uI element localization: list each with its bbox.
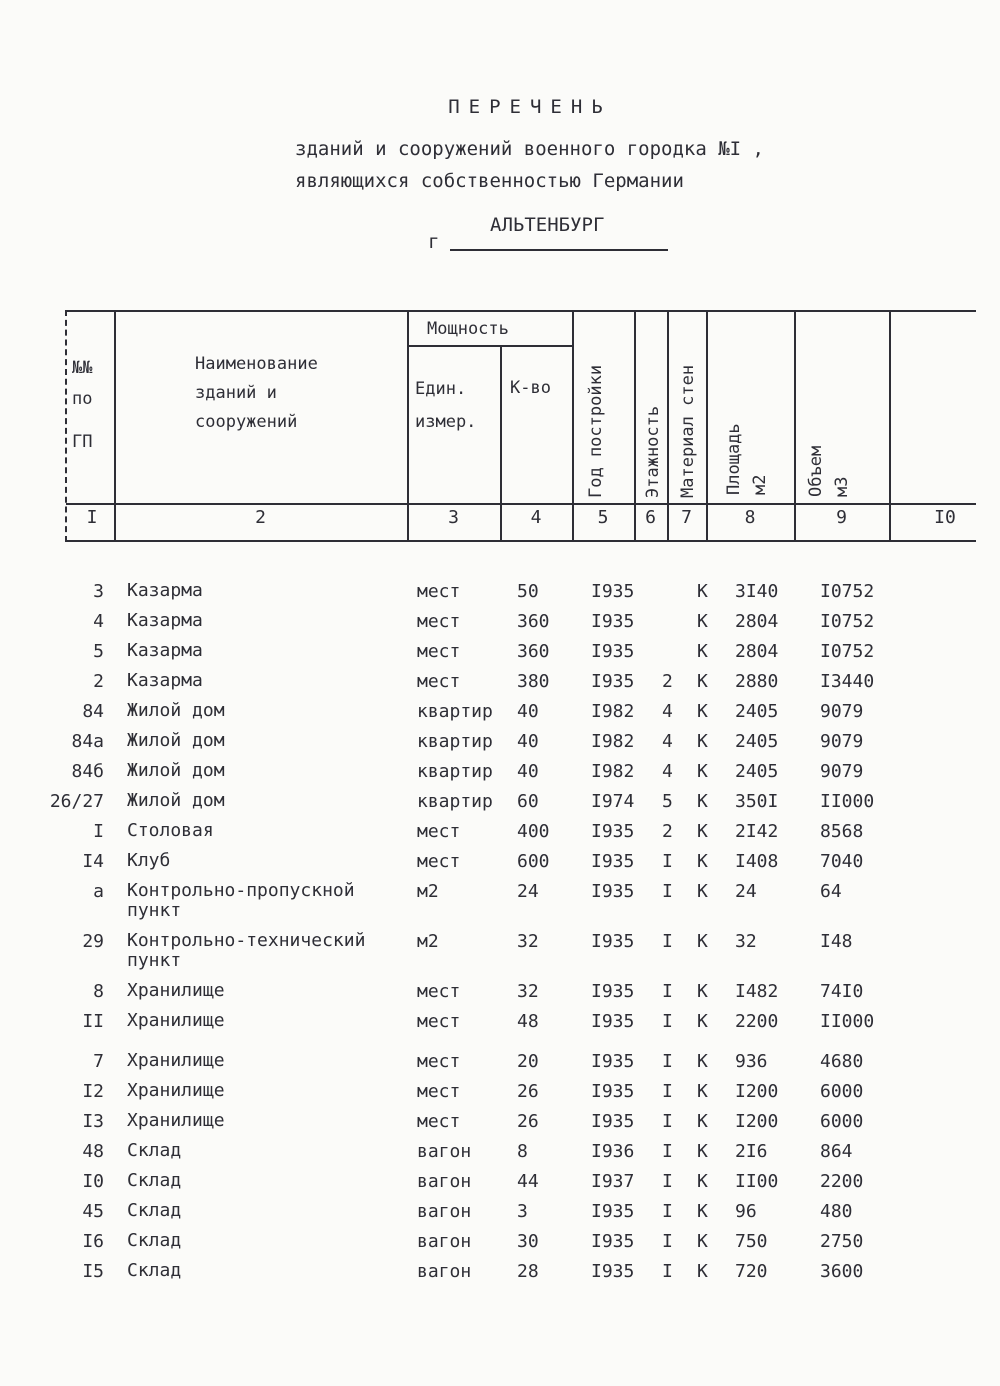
cell-floors: I bbox=[662, 1081, 673, 1102]
cell-material: К bbox=[697, 981, 708, 1002]
cell-year: I935 bbox=[591, 1261, 635, 1282]
cell-year: I936 bbox=[591, 1141, 635, 1162]
cell-area: 3I40 bbox=[735, 581, 779, 602]
cell-year: I937 bbox=[591, 1171, 635, 1192]
cell-floors: I bbox=[662, 851, 673, 872]
table-row bbox=[0, 818, 1000, 848]
cell-num: 5 bbox=[93, 641, 104, 662]
cell-qty: 380 bbox=[517, 671, 550, 692]
cell-volume: II000 bbox=[820, 1011, 875, 1032]
cell-qty: 26 bbox=[517, 1111, 539, 1132]
cell-name: Склад bbox=[127, 1170, 182, 1191]
cell-volume: 480 bbox=[820, 1201, 853, 1222]
table-row bbox=[0, 1108, 1000, 1138]
table-row bbox=[0, 1168, 1000, 1198]
cell-year: I935 bbox=[591, 671, 635, 692]
cell-unit: мест bbox=[417, 581, 461, 602]
cell-volume: 6000 bbox=[820, 1111, 864, 1132]
cell-name-line2: пункт bbox=[127, 950, 182, 971]
cell-unit: мест bbox=[417, 1081, 461, 1102]
cell-num: II bbox=[82, 1011, 104, 1032]
table-row bbox=[0, 788, 1000, 818]
cell-year: I935 bbox=[591, 881, 635, 902]
document-subtitle-line1: зданий и сооружений военного городка №I , bbox=[295, 138, 764, 160]
cell-material: К bbox=[697, 821, 708, 842]
cell-qty: 44 bbox=[517, 1171, 539, 1192]
cell-floors: I bbox=[662, 1111, 673, 1132]
cell-name: Жилой дом bbox=[127, 790, 225, 811]
cell-qty: 26 bbox=[517, 1081, 539, 1102]
cell-material: К bbox=[697, 671, 708, 692]
cell-year: I982 bbox=[591, 731, 635, 752]
cell-year: I935 bbox=[591, 1231, 635, 1252]
table-row bbox=[0, 668, 1000, 698]
cell-name: Склад bbox=[127, 1200, 182, 1221]
header-year: Год постройки bbox=[586, 364, 606, 498]
table-row bbox=[0, 1258, 1000, 1288]
cell-year: I935 bbox=[591, 1201, 635, 1222]
cell-year: I935 bbox=[591, 931, 635, 952]
cell-material: К bbox=[697, 701, 708, 722]
cell-qty: 600 bbox=[517, 851, 550, 872]
cell-floors: 4 bbox=[662, 731, 673, 752]
cell-name bbox=[127, 931, 365, 971]
cell-qty: 24 bbox=[517, 881, 539, 902]
cell-volume: I48 bbox=[820, 931, 853, 952]
cell-year: I935 bbox=[591, 581, 635, 602]
header-unit: Един. измер. bbox=[415, 379, 477, 432]
cell-volume: 9079 bbox=[820, 731, 864, 752]
table-row bbox=[0, 978, 1000, 1008]
header-material: Материал стен bbox=[678, 364, 698, 498]
cell-name: Казарма bbox=[127, 580, 203, 601]
cell-qty: 28 bbox=[517, 1261, 539, 1282]
cell-material: К bbox=[697, 881, 708, 902]
cell-unit: мест bbox=[417, 641, 461, 662]
cell-volume: 6000 bbox=[820, 1081, 864, 1102]
cell-name: Склад bbox=[127, 1260, 182, 1281]
cell-volume: 2200 bbox=[820, 1171, 864, 1192]
cell-volume: I3440 bbox=[820, 671, 875, 692]
cell-qty: 32 bbox=[517, 931, 539, 952]
cell-material: К bbox=[697, 581, 708, 602]
col-number-1: I bbox=[86, 507, 98, 528]
cell-area: 750 bbox=[735, 1231, 768, 1252]
col-number-8: 8 bbox=[744, 507, 756, 528]
cell-volume: 74I0 bbox=[820, 981, 864, 1002]
cell-name bbox=[127, 881, 355, 921]
city-name: АЛЬТЕНБУРГ bbox=[490, 214, 605, 236]
table-row bbox=[0, 1048, 1000, 1078]
cell-num: 8 bbox=[93, 981, 104, 1002]
cell-area: 2804 bbox=[735, 641, 779, 662]
cell-name: Жилой дом bbox=[127, 730, 225, 751]
cell-name: Хранилище bbox=[127, 1080, 225, 1101]
cell-area: 24 bbox=[735, 881, 757, 902]
cell-num: а bbox=[93, 881, 104, 902]
cell-year: I935 bbox=[591, 1051, 635, 1072]
header-volume: Объем м3 bbox=[806, 445, 852, 497]
cell-num: I3 bbox=[82, 1111, 104, 1132]
city-underline bbox=[450, 249, 668, 251]
cell-floors: 4 bbox=[662, 761, 673, 782]
table-row bbox=[0, 1228, 1000, 1258]
cell-name: Жилой дом bbox=[127, 700, 225, 721]
col-number-6: 6 bbox=[645, 507, 656, 528]
cell-num: 2 bbox=[93, 671, 104, 692]
cell-volume: 8568 bbox=[820, 821, 864, 842]
cell-qty: 360 bbox=[517, 611, 550, 632]
cell-year: I935 bbox=[591, 641, 635, 662]
table-row bbox=[0, 928, 1000, 971]
cell-name: Клуб bbox=[127, 850, 171, 871]
cell-name: Хранилище bbox=[127, 980, 225, 1001]
cell-num: 84б bbox=[71, 761, 104, 782]
cell-unit: вагон bbox=[417, 1201, 472, 1222]
cell-qty: 40 bbox=[517, 761, 539, 782]
cell-floors: I bbox=[662, 1141, 673, 1162]
cell-volume: 7040 bbox=[820, 851, 864, 872]
cell-year: I935 bbox=[591, 1081, 635, 1102]
cell-qty: 40 bbox=[517, 701, 539, 722]
cell-material: К bbox=[697, 1011, 708, 1032]
cell-unit: квартир bbox=[417, 791, 493, 812]
cell-qty: 50 bbox=[517, 581, 539, 602]
cell-num: 84а bbox=[71, 731, 104, 752]
header-floors: Этажность bbox=[643, 405, 663, 498]
cell-year: I982 bbox=[591, 761, 635, 782]
cell-volume: 9079 bbox=[820, 701, 864, 722]
cell-unit: мест bbox=[417, 851, 461, 872]
cell-qty: 40 bbox=[517, 731, 539, 752]
table-row bbox=[0, 1078, 1000, 1108]
cell-unit: вагон bbox=[417, 1261, 472, 1282]
cell-unit: вагон bbox=[417, 1231, 472, 1252]
cell-qty: 360 bbox=[517, 641, 550, 662]
cell-floors: 2 bbox=[662, 671, 673, 692]
cell-unit: мест bbox=[417, 981, 461, 1002]
cell-name: Столовая bbox=[127, 820, 214, 841]
cell-unit: вагон bbox=[417, 1141, 472, 1162]
cell-area: 2I6 bbox=[735, 1141, 768, 1162]
cell-area: II00 bbox=[735, 1171, 779, 1192]
cell-qty: 30 bbox=[517, 1231, 539, 1252]
cell-name-line2: пункт bbox=[127, 900, 182, 921]
table-row bbox=[0, 848, 1000, 878]
col-border-left bbox=[65, 310, 67, 542]
cell-floors: I bbox=[662, 1261, 673, 1282]
cell-unit: мест bbox=[417, 1051, 461, 1072]
cell-num: 7 bbox=[93, 1051, 104, 1072]
cell-material: К bbox=[697, 1201, 708, 1222]
cell-floors: I bbox=[662, 981, 673, 1002]
cell-area: 2405 bbox=[735, 761, 779, 782]
header-bottom-rule bbox=[66, 540, 976, 542]
cell-floors: 5 bbox=[662, 791, 673, 812]
col-number-2: 2 bbox=[255, 507, 266, 528]
cell-unit: квартир bbox=[417, 761, 493, 782]
cell-unit: квартир bbox=[417, 731, 493, 752]
cell-area: I408 bbox=[735, 851, 779, 872]
cell-num: 29 bbox=[82, 931, 104, 952]
cell-material: К bbox=[697, 1141, 708, 1162]
cell-name: Склад bbox=[127, 1140, 182, 1161]
document-title: ПЕРЕЧЕНЬ bbox=[448, 96, 612, 118]
cell-num: 4 bbox=[93, 611, 104, 632]
cell-floors: I bbox=[662, 1201, 673, 1222]
cell-year: I935 bbox=[591, 1111, 635, 1132]
cell-num: 26/27 bbox=[49, 791, 104, 812]
table-row bbox=[0, 1008, 1000, 1038]
cell-unit: вагон bbox=[417, 1171, 472, 1192]
cell-qty: 20 bbox=[517, 1051, 539, 1072]
cell-qty: 32 bbox=[517, 981, 539, 1002]
cell-area: I200 bbox=[735, 1111, 779, 1132]
cell-unit: мест bbox=[417, 1011, 461, 1032]
cell-area: 2200 bbox=[735, 1011, 779, 1032]
cell-num: I6 bbox=[82, 1231, 104, 1252]
cell-volume: 4680 bbox=[820, 1051, 864, 1072]
cell-num: 48 bbox=[82, 1141, 104, 1162]
cell-name: Хранилище bbox=[127, 1110, 225, 1131]
table-row bbox=[0, 1198, 1000, 1228]
cell-area: 720 bbox=[735, 1261, 768, 1282]
col-number-4: 4 bbox=[530, 507, 542, 528]
cell-num: I0 bbox=[82, 1171, 104, 1192]
city-prefix: г bbox=[428, 231, 440, 253]
power-subrule bbox=[408, 345, 573, 347]
header-num: №№ по ГП bbox=[72, 358, 93, 452]
cell-volume: I0752 bbox=[820, 611, 875, 632]
cell-material: К bbox=[697, 1231, 708, 1252]
table-row bbox=[0, 698, 1000, 728]
cell-material: К bbox=[697, 851, 708, 872]
cell-num: 84 bbox=[82, 701, 104, 722]
col-number-3: 3 bbox=[448, 507, 459, 528]
table-row bbox=[0, 638, 1000, 668]
cell-year: I935 bbox=[591, 851, 635, 872]
cell-qty: 48 bbox=[517, 1011, 539, 1032]
col-border-9 bbox=[889, 312, 891, 542]
cell-unit: мест bbox=[417, 671, 461, 692]
cell-year: I935 bbox=[591, 981, 635, 1002]
cell-unit: мест bbox=[417, 821, 461, 842]
cell-area: 32 bbox=[735, 931, 757, 952]
cell-name: Казарма bbox=[127, 640, 203, 661]
table-row bbox=[0, 608, 1000, 638]
header-area: Площадь м2 bbox=[724, 423, 770, 495]
cell-unit: м2 bbox=[417, 931, 439, 952]
cell-area: I482 bbox=[735, 981, 779, 1002]
cell-area: 96 bbox=[735, 1201, 757, 1222]
cell-floors: I bbox=[662, 931, 673, 952]
cell-floors: I bbox=[662, 1171, 673, 1192]
col-number-5: 5 bbox=[597, 507, 609, 528]
cell-volume: 64 bbox=[820, 881, 842, 902]
col-number-7: 7 bbox=[681, 507, 692, 528]
col-number-9: 9 bbox=[836, 507, 847, 528]
cell-floors: I bbox=[662, 1231, 673, 1252]
header-mid-rule bbox=[66, 503, 976, 505]
cell-material: К bbox=[697, 931, 708, 952]
table-row bbox=[0, 1138, 1000, 1168]
cell-year: I982 bbox=[591, 701, 635, 722]
cell-area: 2405 bbox=[735, 701, 779, 722]
cell-material: К bbox=[697, 641, 708, 662]
header-qty: К-во bbox=[510, 378, 551, 398]
cell-name: Склад bbox=[127, 1230, 182, 1251]
table-row bbox=[0, 878, 1000, 921]
cell-unit: квартир bbox=[417, 701, 493, 722]
header-name: Наименование зданий и сооружений bbox=[195, 354, 318, 432]
cell-name: Казарма bbox=[127, 670, 203, 691]
cell-unit: мест bbox=[417, 1111, 461, 1132]
cell-material: К bbox=[697, 1111, 708, 1132]
header-power: Мощность bbox=[427, 319, 509, 339]
cell-qty: 60 bbox=[517, 791, 539, 812]
cell-volume: 3600 bbox=[820, 1261, 864, 1282]
cell-name: Казарма bbox=[127, 610, 203, 631]
cell-num: 45 bbox=[82, 1201, 104, 1222]
table-row bbox=[0, 758, 1000, 788]
table-row bbox=[0, 578, 1000, 608]
cell-volume: 9079 bbox=[820, 761, 864, 782]
cell-area: 936 bbox=[735, 1051, 768, 1072]
cell-unit: мест bbox=[417, 611, 461, 632]
cell-qty: 3 bbox=[517, 1201, 528, 1222]
cell-area: 2804 bbox=[735, 611, 779, 632]
cell-floors: 4 bbox=[662, 701, 673, 722]
cell-area: 2I42 bbox=[735, 821, 779, 842]
cell-name: Хранилище bbox=[127, 1010, 225, 1031]
cell-area: 2880 bbox=[735, 671, 779, 692]
cell-material: К bbox=[697, 761, 708, 782]
cell-material: К bbox=[697, 611, 708, 632]
cell-material: К bbox=[697, 1171, 708, 1192]
cell-volume: I0752 bbox=[820, 581, 875, 602]
cell-num: 3 bbox=[93, 581, 104, 602]
cell-num: I4 bbox=[82, 851, 104, 872]
cell-material: К bbox=[697, 731, 708, 752]
cell-num: I bbox=[93, 821, 104, 842]
cell-year: I974 bbox=[591, 791, 635, 812]
cell-name-line1: Контрольно-пропускной bbox=[127, 880, 355, 901]
cell-name-line1: Контрольно-технический bbox=[127, 930, 366, 951]
cell-material: К bbox=[697, 1081, 708, 1102]
header-top-rule bbox=[66, 310, 976, 312]
cell-num: I2 bbox=[82, 1081, 104, 1102]
cell-material: К bbox=[697, 791, 708, 812]
cell-material: К bbox=[697, 1261, 708, 1282]
cell-year: I935 bbox=[591, 1011, 635, 1032]
cell-volume: 2750 bbox=[820, 1231, 864, 1252]
cell-volume: I0752 bbox=[820, 641, 875, 662]
cell-volume: 864 bbox=[820, 1141, 853, 1162]
document-subtitle-line2: являющихся собственностью Германии bbox=[295, 170, 684, 192]
cell-qty: 8 bbox=[517, 1141, 528, 1162]
cell-floors: I bbox=[662, 881, 673, 902]
cell-floors: I bbox=[662, 1051, 673, 1072]
cell-unit: м2 bbox=[417, 881, 439, 902]
cell-material: К bbox=[697, 1051, 708, 1072]
cell-area: 2405 bbox=[735, 731, 779, 752]
table-row bbox=[0, 728, 1000, 758]
cell-area: I200 bbox=[735, 1081, 779, 1102]
cell-area: 350I bbox=[735, 791, 779, 812]
cell-floors: 2 bbox=[662, 821, 673, 842]
cell-floors: I bbox=[662, 1011, 673, 1032]
col-number-10: I0 bbox=[934, 507, 956, 528]
cell-volume: II000 bbox=[820, 791, 875, 812]
cell-name: Хранилище bbox=[127, 1050, 225, 1071]
cell-num: I5 bbox=[82, 1261, 104, 1282]
cell-year: I935 bbox=[591, 611, 635, 632]
cell-qty: 400 bbox=[517, 821, 550, 842]
cell-name: Жилой дом bbox=[127, 760, 225, 781]
cell-year: I935 bbox=[591, 821, 635, 842]
